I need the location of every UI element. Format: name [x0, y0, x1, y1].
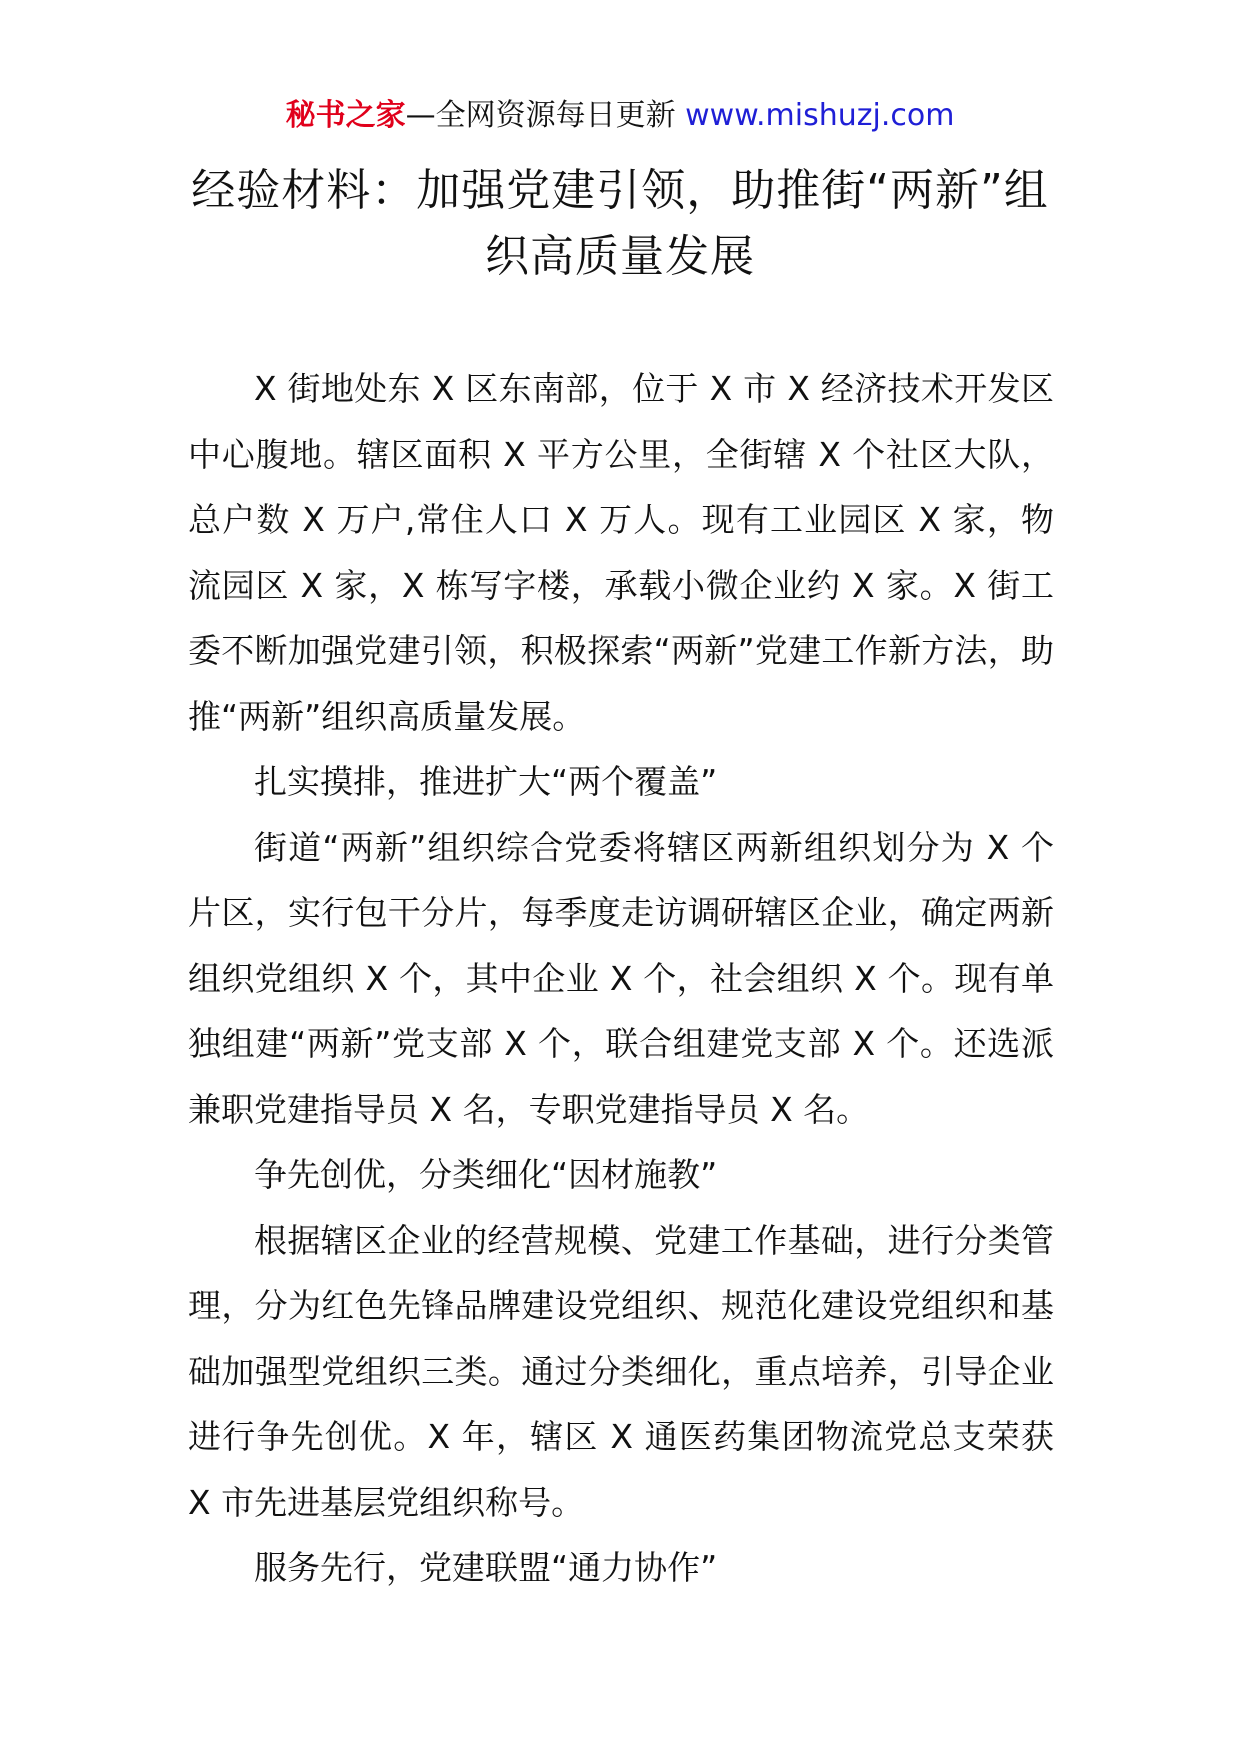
document-title: 经验材料：加强党建引领，助推街“两新”组织高质量发展	[191, 165, 1049, 282]
section-heading: 服务先行，党建联盟“通力协作”	[254, 1548, 718, 1587]
section-heading: 扎实摸排，推进扩大“两个覆盖”	[254, 762, 718, 801]
site-tagline: —全网资源每日更新	[405, 98, 676, 133]
paragraph-intro: X 街地处东 X 区东南部，位于 X 市 X 经济技术开发区中心腹地。辖区面积 X 平方公里，全街辖 X 个社区大队，总户数 X 万户,常住人口 X 万人。现有工业园区 X 家，物流园区 X 家，X 栋写字楼，承载小微企业约 X 家。X 街工委不断加强党建引领，积极探索“两新”党建工作新方法，助推“两新”组织高质量发展。	[188, 369, 1054, 736]
document-body	[188, 356, 1054, 1601]
section-heading: 争先创优，分类细化“因材施教”	[254, 1155, 718, 1194]
site-brand: 秘书之家	[285, 98, 406, 133]
site-url-link[interactable]: www.mishuzj.com	[685, 98, 955, 133]
site-header	[0, 96, 1240, 136]
paragraph: 根据辖区企业的经营规模、党建工作基础，进行分类管理，分为红色先锋品牌建设党组织、规范化建设党组织和基础加强型党组织三类。通过分类细化，重点培养，引导企业进行争先创优。X 年，辖区 X 通医药集团物流党总支荣获 X 市先进基层党组织称号。	[188, 1220, 1054, 1522]
paragraph: 街道“两新”组织综合党委将辖区两新组织划分为 X 个片区，实行包干分片，每季度走访调研辖区企业，确定两新组织党组织 X 个，其中企业 X 个，社会组织 X 个。现有单独组建“两新”党支部 X 个，联合组建党支部 X 个。还选派兼职党建指导员 X 名，专职党建指导员 X 名。	[188, 827, 1054, 1129]
